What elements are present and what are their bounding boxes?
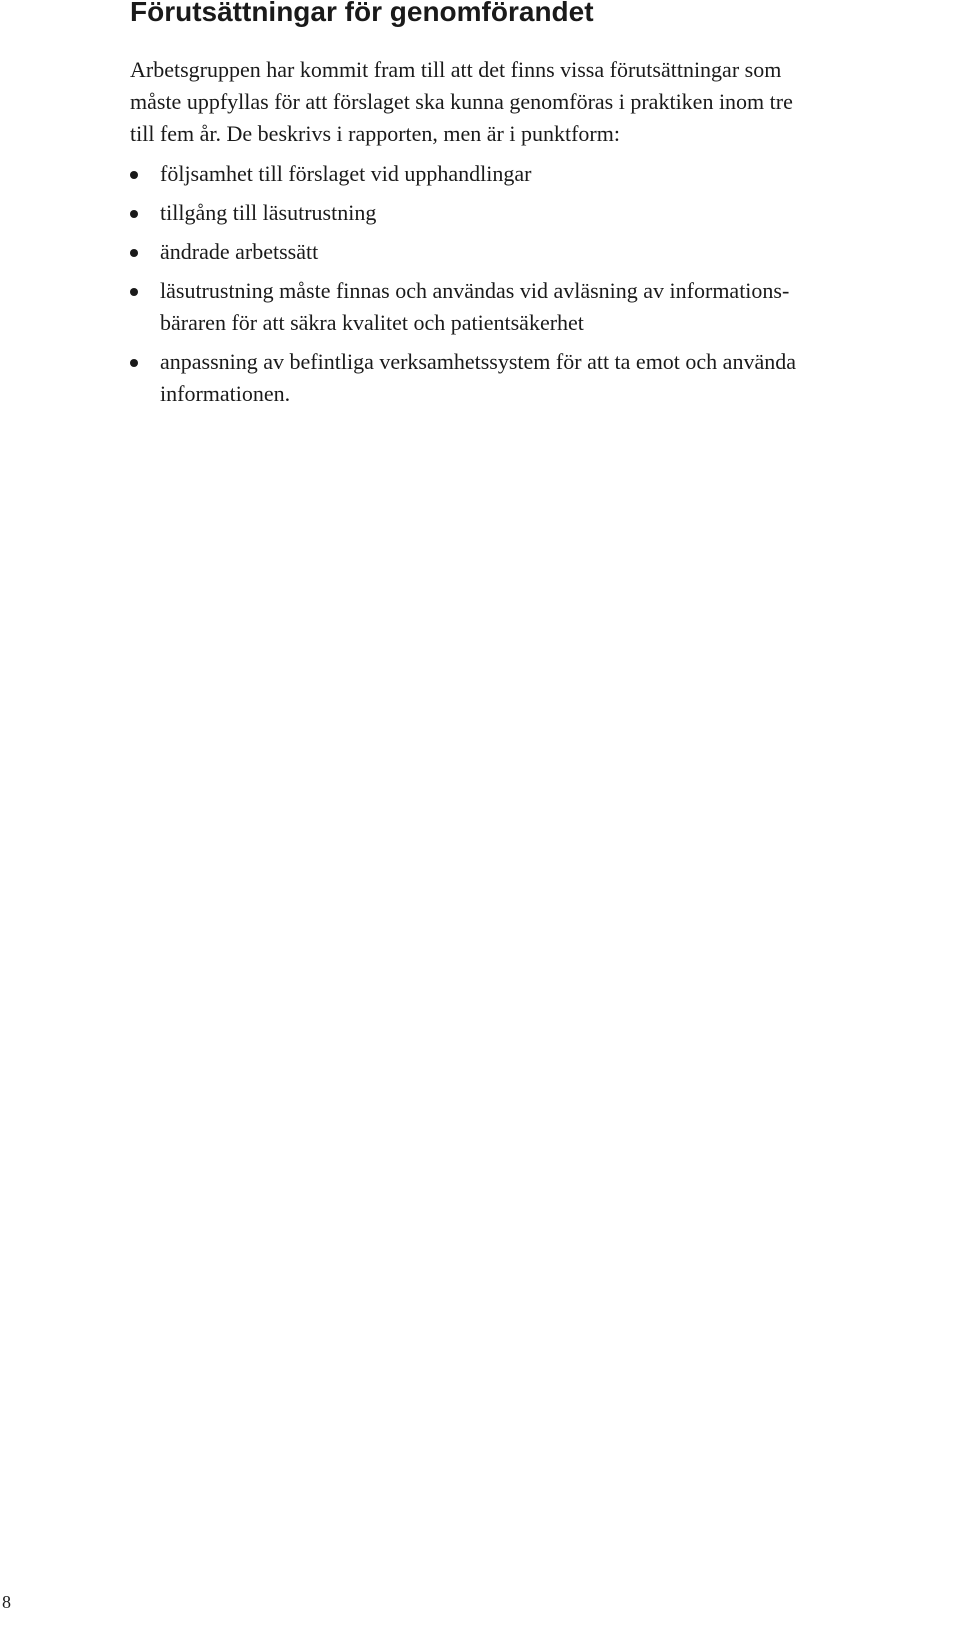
list-item — [130, 236, 930, 268]
list-item — [130, 158, 930, 190]
bullet-icon — [130, 359, 138, 367]
list-item-text: anpassning av befintliga verksamhetssystem för att ta emot och använda — [160, 349, 796, 374]
list-item-text: informationen. — [160, 381, 291, 406]
section-heading: Förutsättningar för genomförandet — [130, 0, 594, 27]
intro-line: måste uppfyllas för att förslaget ska kunna genomföras i praktiken inom tre — [130, 89, 793, 114]
bullet-icon — [130, 210, 138, 218]
bullet-icon — [130, 288, 138, 296]
list-item-text: bäraren för att säkra kvalitet och patientsäkerhet — [160, 310, 584, 335]
list-item-text: läsutrustning måste finnas och användas vid avläsning av informations- — [160, 278, 790, 303]
list-item — [130, 346, 930, 410]
list-item-text: följsamhet till förslaget vid upphandlingar — [160, 161, 532, 186]
page-number: 8 — [2, 1592, 11, 1612]
requirements-list — [130, 158, 930, 417]
intro-line: till fem år. De beskrivs i rapporten, men är i punktform: — [130, 121, 620, 146]
list-item — [130, 197, 930, 229]
intro-paragraph — [130, 54, 930, 150]
list-item-text: tillgång till läsutrustning — [160, 200, 377, 225]
list-item — [130, 275, 930, 339]
list-item-text: ändrade arbetssätt — [160, 239, 319, 264]
intro-line: Arbetsgruppen har kommit fram till att det finns vissa förutsättningar som — [130, 57, 782, 82]
bullet-icon — [130, 171, 138, 179]
bullet-icon — [130, 249, 138, 257]
